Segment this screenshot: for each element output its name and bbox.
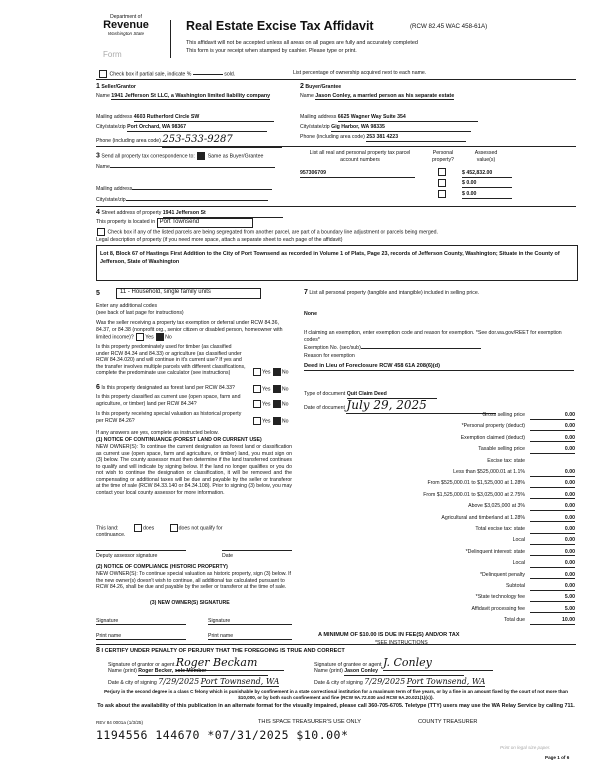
located-field[interactable]: Port Townsend [157,218,253,228]
buyer-name-field[interactable]: Jason Conley, a married person as his separate estate [315,93,455,99]
notice-line1: This affidavit will not be accepted unless all areas on all pages are fully and accurately completed [186,40,418,46]
page-number: Page 1 of 6 [545,755,570,760]
land-does-checkbox[interactable] [134,524,142,532]
grantor-date[interactable]: 7/29/2025 [158,677,200,686]
assessed-value-3[interactable]: $ 0.00 [462,191,512,199]
alt-format-notice: To ask about the availability of this publication in an alternate format for the visually impaired, please call 360-705-6705. Teletype (TTY) users may use the WA Relay Service by calling 711. [97,703,575,709]
tax-line-value[interactable]: 5.00 [530,606,575,614]
tax-line-label: Total excise tax: state [475,526,525,532]
tax-line-label: Affidavit processing fee [471,605,525,612]
buyer-city-row: City/state/zip Gig Harbor, WA 98335 [300,124,580,132]
legal-size-note: Print on legal size paper. [500,745,551,750]
dor-logo [86,14,166,37]
minimum-due: A MINIMUM OF $10.00 IS DUE IN FEE(S) AND/OR TAX [318,632,460,638]
s6-q1-answer: Yes No [252,385,289,393]
s7-exemption-no: Exemption No. (sec/sub) [304,345,481,352]
cashier-stamp: 1194556 144670 *07/31/2025 $10.00* [96,728,349,742]
tax-line-value[interactable]: 0.00 [530,515,575,523]
notice3-head: (3) NEW OWNER(S) SIGNATURE [150,600,230,606]
tax-line-value[interactable]: 0.00 [530,480,575,488]
deputy-date-label: Date [222,553,233,559]
legal-description-box[interactable] [96,245,578,281]
seller-name-row: Name 1941 Jefferson St LLC, a Washington limited liability company [96,93,271,99]
tax-line-label: Agricultural and timberland at 1.28% [441,514,525,521]
same-as-buyer-checkbox[interactable] [197,152,205,160]
legal-label: Legal description of property (if you need more space, attach a separate sheet to each page of the affidavit) [96,237,343,243]
dept-line1: Department of [110,14,142,20]
tax-line-label: Exemption claimed (deduct) [460,434,525,441]
tax-line-label: *State technology fee [475,594,525,601]
new-owner-sig-2: Signature [208,618,231,624]
tax-line-value[interactable]: 0.00 [530,526,575,534]
tax-line-label: Local [512,537,525,544]
header-divider [170,20,171,58]
seller-heading: 1 Seller/Grantor [96,83,136,90]
s7-reason-label: Reason for exemption [304,353,355,359]
dept-line3: Washington State [107,31,145,37]
partial-sale-row [98,70,235,78]
grantor-name-row: Name (print) Roger Becker, sole Member [108,668,268,676]
s6-q2: Is this property classified as current use (open space, farm and agriculture, or timber) land per RCW 84.34? [96,394,241,407]
segregated-row: Check box if any of the listed parcels are being segregated from another parcel, are part of a boundary line adjustment or parcels being merged. [96,228,576,236]
form-label: Form [103,50,122,59]
grantee-sig-row: Signature of grantee or agent J. Conley [314,656,493,671]
treasurer-use: THIS SPACE TREASURER'S USE ONLY [258,719,362,725]
tax-line-label: From $525,000.01 to $1,525,000 at 1.28% [427,480,525,487]
deputy-sig-label: Deputy assessor signature [96,553,158,559]
buyer-phone-row: Phone (including area code) 253 381 4223 [300,134,580,142]
form-wac: (RCW 82.45 WAC 458-61A) [410,23,488,30]
tax-line-value[interactable]: 0.00 [530,446,575,454]
assessed-value-1[interactable]: $ 452,832.00 [462,170,512,178]
parcel-header: List all real and personal property tax parcel account numbers [309,150,411,163]
doc-type-field[interactable]: Quit Claim Deed [347,391,437,399]
tax-line-value[interactable]: 0.00 [530,412,575,420]
s5-q2-no[interactable] [273,368,281,376]
seller-name-field[interactable]: 1941 Jefferson St LLC, a Washington limited liability company [111,93,271,99]
buyer-phone-field[interactable]: 253 381 4223 [366,134,466,142]
notice1-body: NEW OWNER(S): To continue the current designation as forest land or classification as current use (open space, farm and agriculture, or timber) land, you must sign on (3) below. The county assessor must then determine if the land transferred continues to qualify and will indicate by signing below. If the land no longer qualifies or you do not wish to continue the designation or classification, it will be removed and the compensating or additional taxes will be due and payable by the seller or transferor at the time of sale (RCW 84.33.140 or 84.34.108). Prior to signing (3) below, you may contact your local county assessor for more information. [96,444,292,496]
doc-date-row: Date of document July 29, 2025 [304,398,496,414]
new-owner-print-1: Print name [96,633,122,639]
tax-line-value[interactable]: 0.00 [530,435,575,443]
s6-q3-answer: Yes No [252,417,289,425]
tax-line-value[interactable]: 0.00 [530,572,575,580]
notice-line2: This form is your receipt when stamped by cashier. Please type or print. [186,48,357,54]
sold-label: sold. [224,71,236,78]
notice2-body: NEW OWNER(S): To continue special valuation as historic property, sign (3) below. If the new owner(s) doesn't wish to continue, all additional tax calculated pursuant to RCW 84.26, shall be due and payable by the seller or transferor at the time of sale. [96,571,291,590]
tax-line-value[interactable]: 0.00 [530,503,575,511]
seller-phone-field[interactable]: 253-533-9287 [162,134,282,148]
tax-line-label: *Personal property (deduct) [461,423,525,430]
s5-q1-yes[interactable] [136,333,144,341]
grantor-city[interactable]: Port Townsend, WA [200,677,280,686]
personal-header: Personal property? [432,150,454,163]
s6-q2-yes[interactable] [253,400,261,408]
s6-q2-no[interactable] [273,400,281,408]
seller-phone-row: Phone (including area code) 253-533-9287 [96,134,296,148]
street-row: 4 Street address of property 1941 Jefferson St [96,209,283,218]
land-row: This land: does does not qualify for continuance. [96,525,223,538]
notice2-head: (2) NOTICE OF COMPLIANCE (HISTORIC PROPERTY) [96,564,228,570]
s5-q2-answer: Yes No [252,368,289,376]
tax-line-label: Excise tax: state [487,457,525,464]
partial-sale-checkbox[interactable] [99,70,107,78]
seller-mailing-field[interactable]: 4603 Rutherford Circle SW [134,114,274,122]
tax-line-label: Total due [503,617,525,624]
buyer-city-field[interactable]: Gig Harbor, WA 98335 [331,124,471,132]
rev-number: REV 84 0001a (1/3/25) [96,720,143,725]
dept-line2: Revenue [103,19,149,32]
s6-q3-no[interactable] [273,417,281,425]
grantee-signature[interactable]: J. Conley [383,656,493,671]
s5-q2-yes[interactable] [253,368,261,376]
tax-line-label: Above $3,025,000 at 3% [468,503,525,510]
tax-line-label: *Delinquent penalty [480,571,525,578]
partial-sale-label: Check box if partial sale, indicate % [109,71,192,78]
seller-mailing-row: Mailing address 4603 Rutherford Circle SW [96,114,286,122]
grantor-sig-row: Signature of grantor or agent Roger Beckam [108,656,284,671]
s6-q3-yes[interactable] [253,417,261,425]
notice1-head: (1) NOTICE OF CONTINUANCE (FOREST LAND OR CURRENT USE) [96,437,262,443]
buyer-mailing-field[interactable]: 6625 Wagner Way Suite 354 [338,114,478,122]
grantee-name[interactable]: Jason Conley [344,668,464,676]
tax-line-value[interactable]: 0.00 [530,583,575,591]
tax-line-label: Local [512,560,525,567]
assessed-value-2[interactable]: $ 0.00 [462,180,512,188]
s8-heading: 8 I CERTIFY UNDER PENALTY OF PERJURY THAT THE FOREGOING IS TRUE AND CORRECT [96,647,345,654]
s6-q2-answer: Yes No [252,400,289,408]
tax-line-value[interactable]: 0.00 [530,549,575,557]
seller-city-field[interactable]: Port Orchard, WA 98367 [127,124,267,132]
grantee-date-row: Date & city of signing 7/29/2025 Port Townsend, WA [314,677,486,686]
use-code-field[interactable]: 11 - Household, single family units [116,288,261,299]
tax-line-value[interactable]: 0.00 [530,492,575,500]
s3-city-row: City/state/zip [96,197,286,204]
buyer-name-row: Name Jason Conley, a married person as his separate estate [300,93,455,99]
personal-checkbox-1[interactable] [438,168,446,176]
located-row: This property is located in Port Townsend [96,218,253,228]
tax-line-value[interactable]: 0.00 [530,469,575,477]
s5-q1-no[interactable] [156,333,164,341]
land-does-not-checkbox[interactable] [170,524,178,532]
tax-line-value[interactable]: 0.00 [530,423,575,431]
assessed-header: Assessed value(s) [474,150,498,163]
section3-heading: 3 Send all property tax correspondence to: Same as Buyer/Grantee [96,152,264,160]
s6-q3: Is this property receiving special valuation as historical property per RCW 84.26? [96,411,242,424]
grantee-name-row: Name (print) Jason Conley [314,668,464,676]
see-instructions: *SEE INSTRUCTIONS [375,640,428,646]
s6-q1: 6 Is this property designated as forest land per RCW 84.33? [96,384,235,391]
tax-line-value[interactable]: 0.00 [530,560,575,568]
personal-checkbox-2[interactable] [438,179,446,187]
s7-label: 7 List all personal property (tangible and intangible) included in selling price. [304,289,480,296]
legal-description: Lot 8, Block 67 of Hastings First Addition to the City of Port Townsend as recorded in Volume 1 of Plats, Page 23, records of Jefferson County, Washington; Situate in the County of Jefferson, State of Washington [100,251,560,266]
form-title: Real Estate Excise Tax Affidavit [186,19,374,33]
tax-line-value[interactable]: 0.00 [530,537,575,545]
tax-line-label: Taxable selling price [478,446,525,453]
grantee-date[interactable]: 7/29/2025 [364,677,406,686]
s3-name-row: Name [96,164,286,171]
ownership-pct-label: List percentage of ownership acquired next to each name. [293,70,427,76]
perjury-notice: Perjury in the second degree is a class C felony which is punishable by confinement in a state correctional institution for a maximum term of five years, or by a fine in an amount fixed by the court of not more than $10,000, or by both such confinement and fine (RCW 9A.72.030 and RCW 9A.20.021(1)(c)). [104,689,568,700]
street-field[interactable]: 1941 Jefferson St [163,210,283,218]
parcel-number[interactable]: 957306709 [300,170,415,178]
grantor-signature[interactable]: Roger Beckam [176,656,284,671]
tax-line-value[interactable]: 5.00 [530,594,575,602]
seller-city-row: City/state/zip Port Orchard, WA 98367 [96,124,286,132]
personal-checkbox-3[interactable] [438,190,446,198]
grantor-name[interactable]: Roger Becker, sole Member [138,668,268,676]
additional-codes: Enter any additional codes (see back of last page for instructions) [96,303,184,316]
tax-line-label: Subtotal [505,583,525,589]
tax-line-label: *Delinquent interest: state [465,548,525,555]
doc-date-field[interactable]: July 29, 2025 [346,398,496,414]
doc-type-row: Type of document Quit Claim Deed [304,391,437,399]
s7-exemption-text: If claiming an exemption, enter exemption code and reason for exemption. *See dor.wa.gov/REET for exemption codes* [304,330,562,343]
tax-line-label: From $1,525,000.01 to $3,025,000 at 2.75% [423,491,525,498]
tax-line-label: Gross selling price [482,412,525,418]
s5-q2: Is this property predominately used for timber (as classified under RCW 84.34 and 84.33) or agriculture (as classified under RCW 84.34.020) and will continue in it's current use? If yes and the transfer involves multiple parcels with different classifications, complete the predominate use calculator (see instructions) [96,344,246,376]
s7-reason[interactable]: Deed in Lieu of Foreclosure RCW 458 61A 208(6)(d) [304,363,574,371]
county-treasurer: COUNTY TREASURER [418,719,478,725]
grantor-date-row: Date & city of signing 7/29/2025 Port Townsend, WA [108,677,280,686]
buyer-heading: 2 Buyer/Grantee [300,83,342,90]
s7-personal-property[interactable]: None [304,311,317,317]
new-owner-sig-1: Signature [96,618,119,624]
s3-mailing-row: Mailing address [96,186,286,193]
tax-line-label: Less than $525,000.01 at 1.1% [453,469,525,475]
tax-line-value[interactable]: 10.00 [530,617,575,625]
grantee-city[interactable]: Port Townsend, WA [406,677,486,686]
s5-q1: Was the seller receiving a property tax exemption or deferral under RCW 84.36, 84.37, or 84.38 (nonprofit org., senior citizen or disabled person, homeowner with limited income)? Yes No [96,320,283,341]
s6-instruct: If any answers are yes, complete as instructed below. [96,430,219,436]
buyer-mailing-row: Mailing address 6625 Wagner Way Suite 354 [300,114,580,122]
segregated-checkbox[interactable] [97,228,105,236]
section5-number: 5 [96,290,100,297]
new-owner-print-2: Print name [208,633,234,639]
s6-q1-yes[interactable] [253,385,261,393]
s6-q1-no[interactable] [273,385,281,393]
